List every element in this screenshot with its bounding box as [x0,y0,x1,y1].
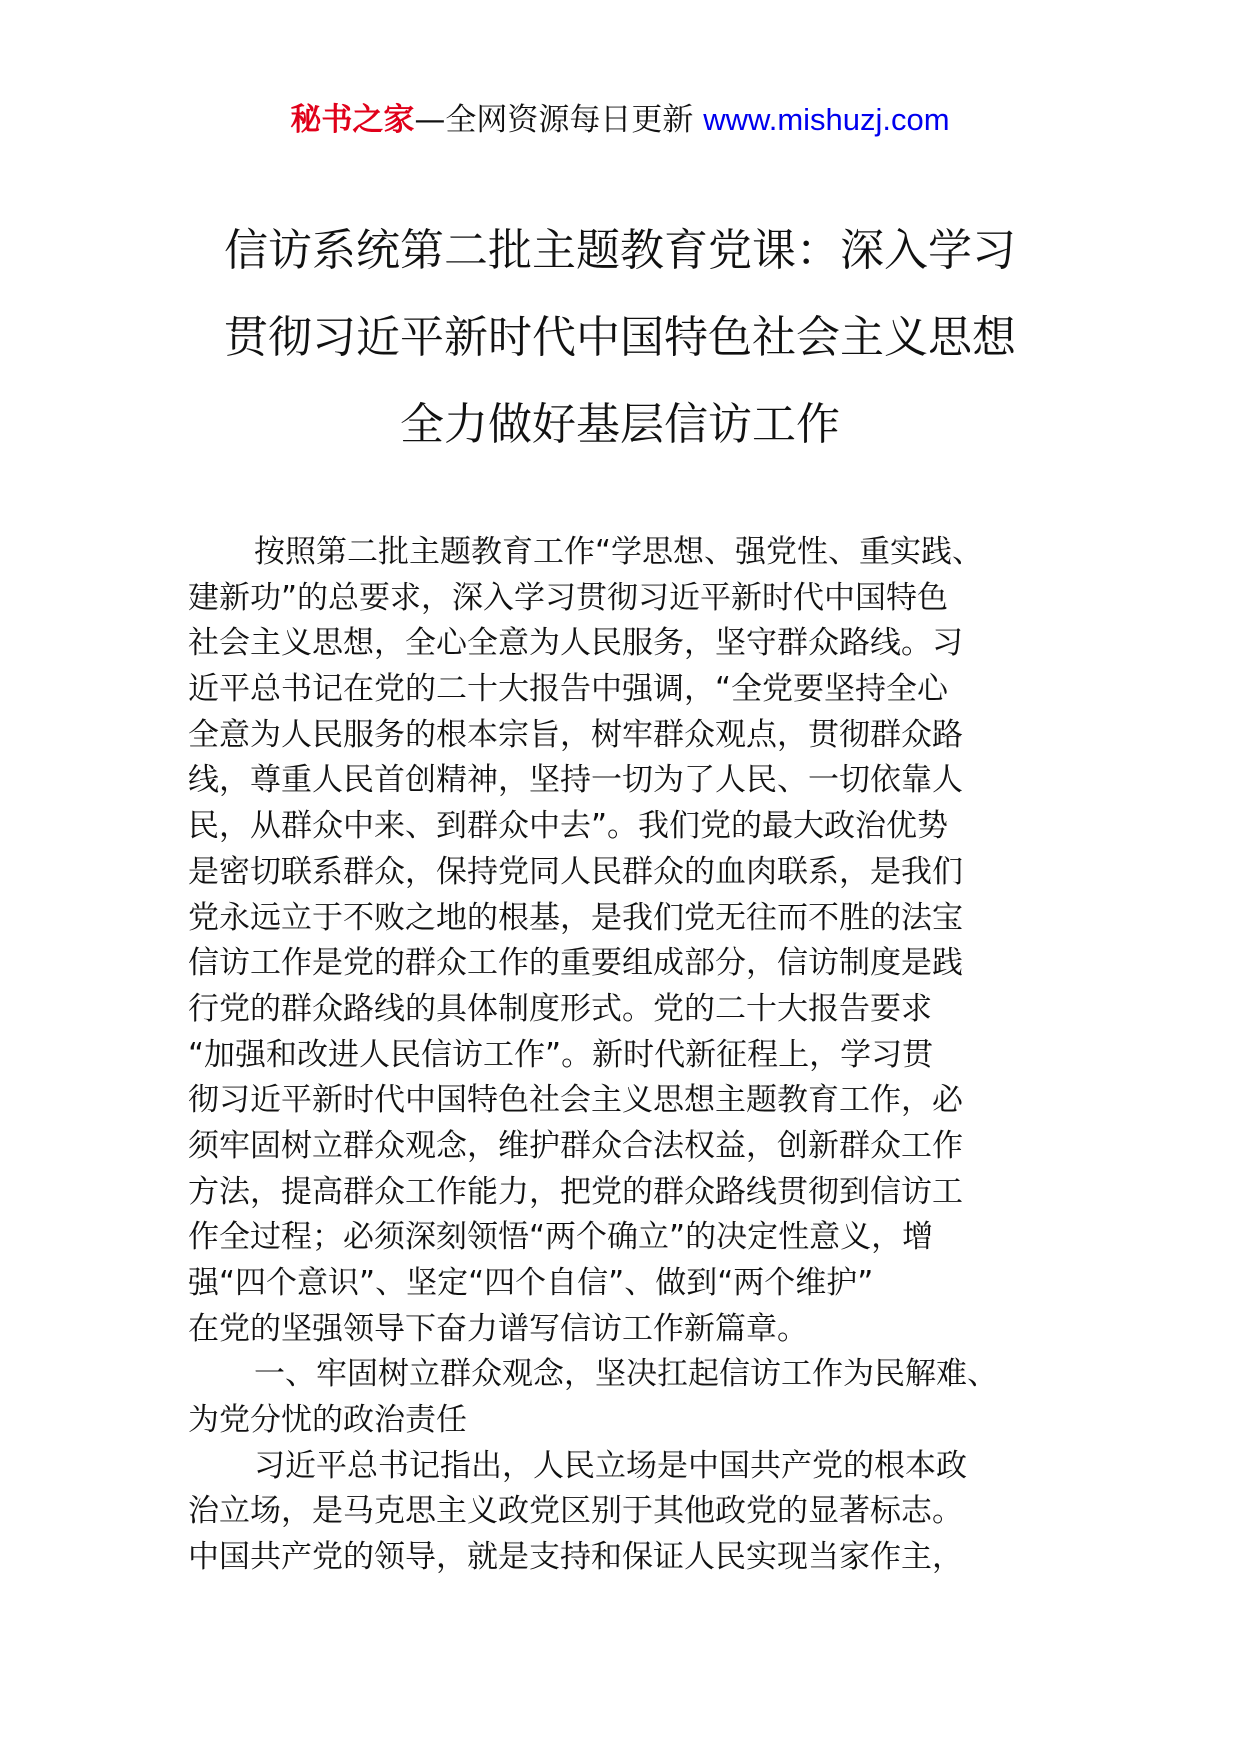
body-line: 行党的群众路线的具体制度形式。党的二十大报告要求 [188,990,932,1027]
body-line: 中国共产党的领导，就是支持和保证人民实现当家作主， [188,1539,963,1576]
title-line: 信访系统第二批主题教育党课：深入学习 [224,225,1016,276]
title-line: 贯彻习近平新时代中国特色社会主义思想 [224,312,1016,363]
document-title [180,207,1060,468]
body-line: 治立场，是马克思主义政党区别于其他政党的显著标志。 [188,1493,963,1530]
body-line: 信访工作是党的群众工作的重要组成部分，信访制度是践 [188,945,963,982]
body-line: 习近平总书记指出，人民立场是中国共产党的根本政 [254,1447,967,1484]
section-heading: 为党分忧的政治责任 [188,1402,467,1439]
body-line: 建新功”的总要求，深入学习贯彻习近平新时代中国特色 [188,579,949,616]
title-line: 全力做好基层信访工作 [400,399,840,450]
body-line: 线，尊重人民首创精神，坚持一切为了人民、一切依靠人 [188,762,963,799]
section-heading: 一、牢固树立群众观念，坚决扛起信访工作为民解难、 [254,1356,998,1393]
site-header [0,100,1240,140]
body-line: 按照第二批主题教育工作“学思想、强党性、重实践、 [254,534,984,570]
header-url-link[interactable]: www.mishuzj.com [703,102,950,137]
body-line: 在党的坚强领导下奋力谱写信访工作新篇章。 [188,1310,808,1347]
body-line: 是密切联系群众，保持党同人民群众的血肉联系，是我们 [188,853,963,890]
body-line: 须牢固树立群众观念，维护群众合法权益，创新群众工作 [188,1127,963,1164]
body-line: 民，从群众中来、到群众中去”。我们党的最大政治优势 [188,808,949,845]
body-line: 党永远立于不败之地的根基，是我们党无往而不胜的法宝 [188,899,963,936]
body-line: “加强和改进人民信访工作”。新时代新征程上，学习贯 [188,1036,934,1073]
body-line: 强“四个意识”、坚定“四个自信”、做到“两个维护” [188,1265,874,1301]
header-slogan: —全网资源每日更新 [414,102,704,138]
body-line: 作全过程；必须深刻领悟“两个确立”的决定性意义，增 [188,1219,934,1256]
document-body [188,530,1056,1581]
body-line: 彻习近平新时代中国特色社会主义思想主题教育工作，必 [188,1082,963,1119]
body-line: 近平总书记在党的二十大报告中强调，“全党要坚持全心 [188,671,949,708]
body-line: 方法，提高群众工作能力，把党的群众路线贯彻到信访工 [188,1173,963,1210]
brand-name: 秘书之家 [290,102,415,138]
body-line: 社会主义思想，全心全意为人民服务，坚守群众路线。习 [188,625,963,662]
body-line: 全意为人民服务的根本宗旨，树牢群众观点，贯彻群众路 [188,716,963,753]
